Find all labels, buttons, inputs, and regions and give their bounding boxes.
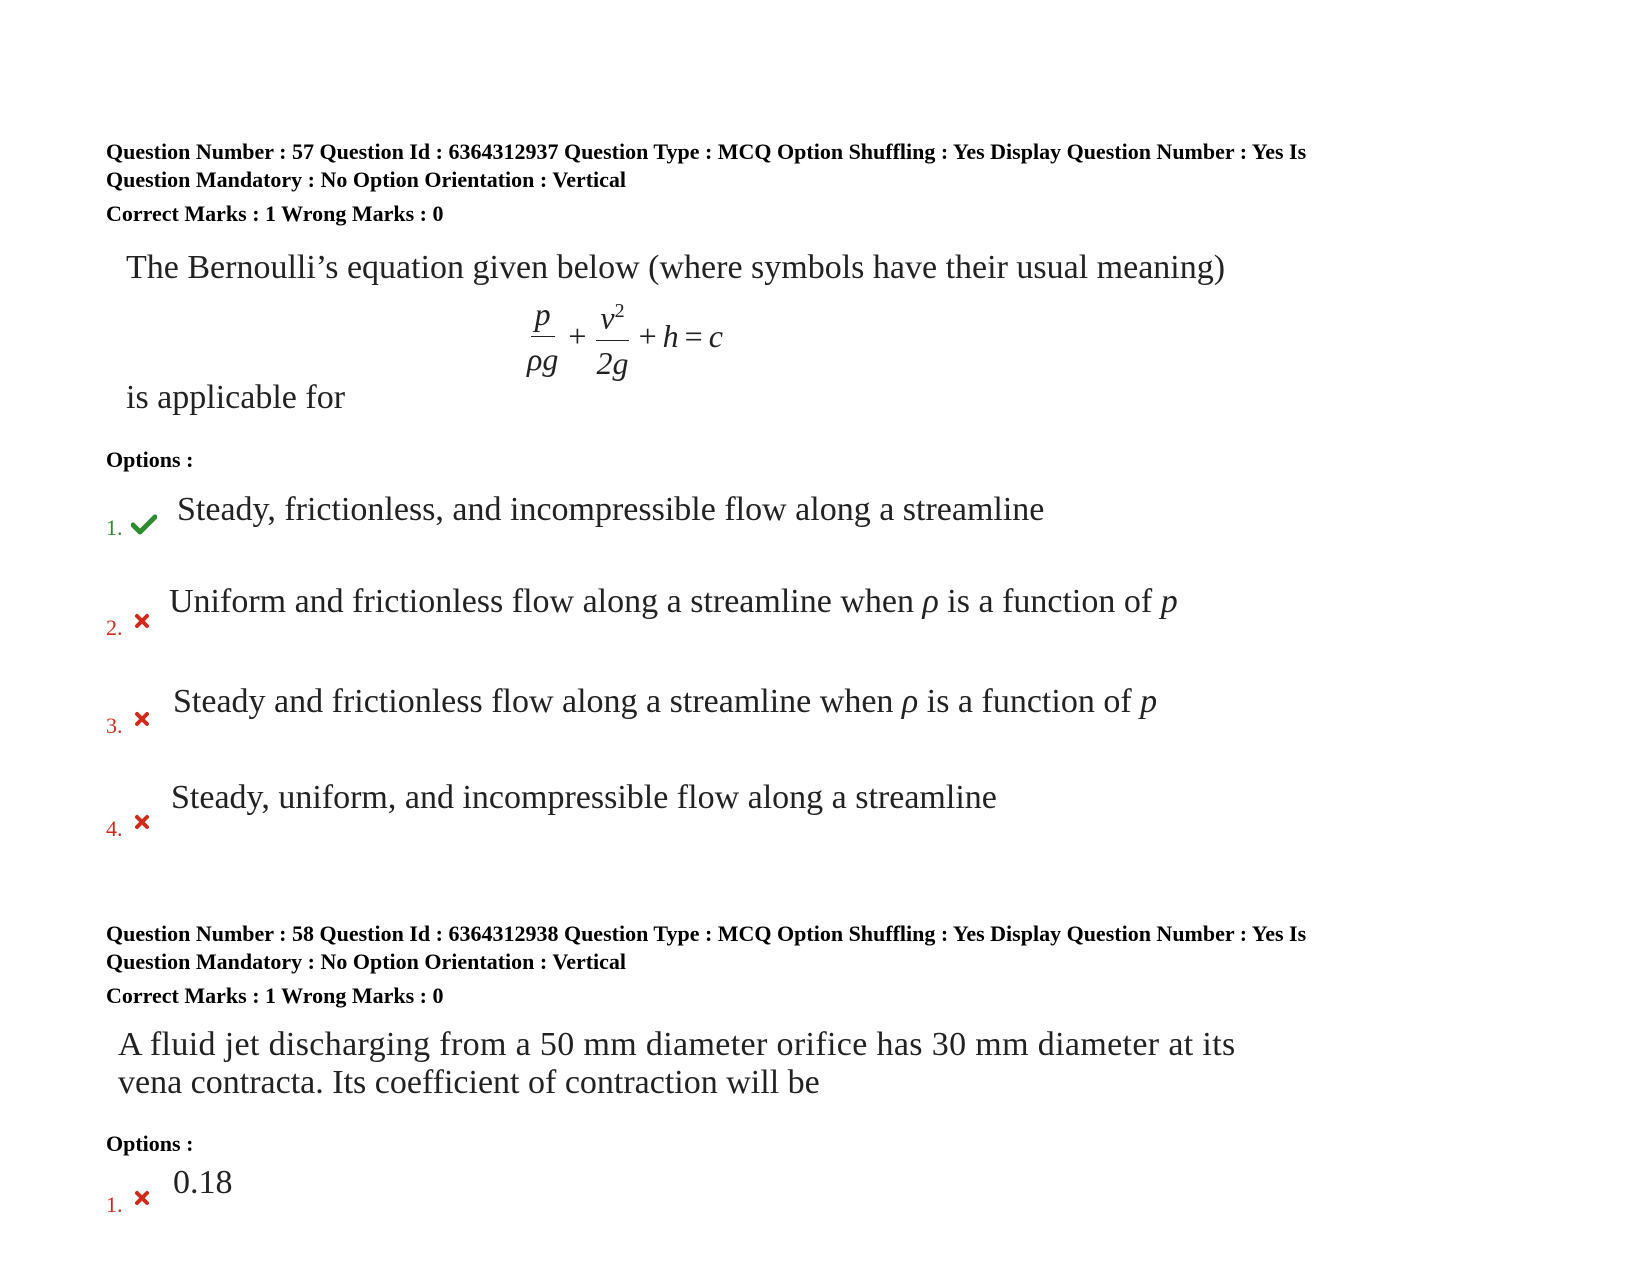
question-text-line-1: The Bernoulli’s equation given below (where symbols have their usual meaning) bbox=[126, 249, 1226, 286]
bernoulli-equation bbox=[523, 292, 723, 382]
question-meta-line-2: Question Mandatory : No Option Orientation : Vertical bbox=[106, 167, 627, 192]
question-marks: Correct Marks : 1 Wrong Marks : 0 bbox=[106, 201, 444, 226]
equation-denominator: ρg bbox=[527, 341, 559, 378]
options-label: Options : bbox=[106, 1131, 194, 1156]
question-meta-line-2: Question Mandatory : No Option Orientation : Vertical bbox=[106, 949, 627, 974]
density-symbol: ρ bbox=[901, 683, 919, 720]
cross-icon bbox=[134, 613, 150, 629]
option-text bbox=[173, 682, 1157, 722]
option-number: 3. bbox=[106, 713, 123, 738]
equation-numerator: p bbox=[531, 295, 555, 337]
options-label: Options : bbox=[106, 447, 194, 472]
option-number: 2. bbox=[106, 615, 123, 640]
option-number: 4. bbox=[106, 816, 123, 841]
density-symbol: ρ bbox=[922, 583, 939, 620]
question-text-line-1: A fluid jet discharging from a 50 mm diameter orifice has 30 mm diameter at its bbox=[118, 1026, 1236, 1063]
cross-icon bbox=[134, 711, 150, 727]
check-icon bbox=[131, 514, 157, 536]
question-meta-line-1: Question Number : 57 Question Id : 6364312937 Question Type : MCQ Option Shuffling : Yes Display Question Number : Yes Is bbox=[106, 139, 1307, 164]
equation-velocity-symbol: v bbox=[600, 299, 615, 336]
equation-fraction-pressure bbox=[527, 295, 558, 378]
option-text bbox=[169, 582, 1178, 622]
option-text: Steady, uniform, and incompressible flow along a streamline bbox=[171, 779, 997, 816]
equation-height-symbol: h bbox=[662, 318, 679, 355]
question-text-line-2: is applicable for bbox=[126, 379, 346, 416]
option-text-part: is a function of bbox=[938, 583, 1161, 620]
question-meta-line-1: Question Number : 58 Question Id : 6364312938 Question Type : MCQ Option Shuffling : Yes Display Question Number : Yes Is bbox=[106, 921, 1307, 946]
equation-constant-symbol: c bbox=[708, 318, 723, 355]
cross-icon bbox=[134, 814, 150, 830]
option-text: Steady, frictionless, and incompressible flow along a streamline bbox=[177, 491, 1045, 528]
cross-icon bbox=[134, 1190, 150, 1206]
option-text: 0.18 bbox=[173, 1164, 233, 1201]
option-text-part: Uniform and frictionless flow along a streamline when bbox=[169, 583, 923, 620]
option-text-part: Steady and frictionless flow along a streamline when bbox=[173, 683, 902, 720]
equation-denominator: 2g bbox=[596, 344, 629, 381]
option-number: 1. bbox=[106, 1192, 123, 1217]
option-number: 1. bbox=[106, 515, 123, 540]
equation-plus: + bbox=[568, 318, 587, 355]
equation-equals: = bbox=[684, 318, 703, 355]
pressure-symbol: p bbox=[1160, 583, 1178, 620]
equation-numerator bbox=[596, 292, 628, 341]
equation-fraction-velocity bbox=[596, 292, 628, 382]
question-text-line-2: vena contracta. Its coefficient of contraction will be bbox=[118, 1064, 820, 1101]
equation-plus: + bbox=[638, 318, 657, 355]
option-text-part: is a function of bbox=[918, 683, 1141, 720]
equation-exponent: 2 bbox=[614, 300, 625, 322]
question-marks: Correct Marks : 1 Wrong Marks : 0 bbox=[106, 983, 444, 1008]
pressure-symbol: p bbox=[1140, 683, 1158, 720]
